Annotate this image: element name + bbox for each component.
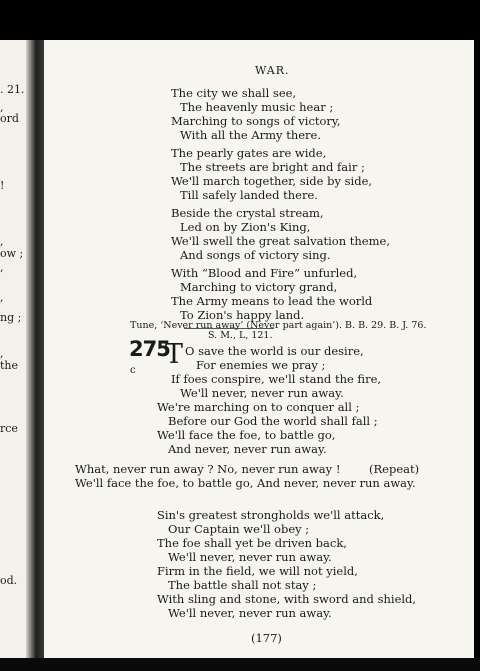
- verse-line: The city we shall see,: [171, 86, 297, 100]
- verse-line: For enemies we pray ;: [196, 358, 326, 372]
- edge-text: . 21.: [0, 83, 25, 96]
- verse-line: We'll never, never run away.: [180, 386, 344, 400]
- edge-text: od.: [0, 574, 18, 587]
- verse-line: Marching to victory grand,: [180, 280, 338, 294]
- edge-text: ,: [0, 261, 4, 274]
- running-header: WAR.: [255, 64, 290, 77]
- edge-text: !: [0, 179, 5, 192]
- verse-line: And never, never run away.: [168, 442, 327, 456]
- verse-line: We're marching on to conquer all ;: [157, 400, 360, 414]
- edge-text: ord: [0, 112, 19, 125]
- verse-line: To Zion's happy land.: [180, 308, 305, 322]
- verse-line: O save the world is our desire,: [185, 344, 364, 358]
- verse-line: With “Blood and Fire” unfurled,: [171, 266, 358, 280]
- chorus-line: What, never run away ? No, never run away !: [75, 462, 341, 476]
- verse-line: The battle shall not stay ;: [168, 578, 317, 592]
- verse-line: With all the Army there.: [180, 128, 321, 142]
- verse-line: The pearly gates are wide,: [171, 146, 327, 160]
- edge-text: ng ;: [0, 311, 22, 324]
- page-number: (177): [251, 631, 282, 645]
- book-gutter: [26, 40, 44, 658]
- previous-page-edge: [0, 40, 26, 658]
- edge-text: ,: [0, 235, 4, 248]
- verse-line: Beside the crystal stream,: [171, 206, 324, 220]
- verse-line: If foes conspire, we'll stand the fire,: [171, 372, 382, 386]
- page-sheet: [44, 40, 474, 658]
- verse-line: Firm in the field, we will not yield,: [157, 564, 358, 578]
- chorus-line: We'll face the foe, to battle go, And never, never run away.: [75, 476, 416, 490]
- verse-line: Sin's greatest strongholds we'll attack,: [157, 508, 385, 522]
- edge-text: ow ;: [0, 247, 24, 260]
- verse-line: We'll face the foe, to battle go,: [157, 428, 336, 442]
- section-letter: c: [130, 365, 136, 376]
- verse-line: The streets are bright and fair ;: [180, 160, 365, 174]
- hymn-number: 275: [129, 337, 170, 361]
- verse-line: Till safely landed there.: [180, 188, 318, 202]
- verse-line: The heavenly music hear ;: [180, 100, 334, 114]
- verse-line: And songs of victory sing.: [180, 248, 331, 262]
- edge-text: the: [0, 359, 19, 372]
- verse-line: We'll march together, side by side,: [171, 174, 373, 188]
- verse-line: The Army means to lead the world: [171, 294, 373, 308]
- verse-line: We'll swell the great salvation theme,: [171, 234, 390, 248]
- edge-text: ,: [0, 291, 4, 304]
- repeat-mark: (Repeat): [369, 462, 420, 476]
- verse-line: We'll never, never run away.: [168, 606, 332, 620]
- verse-line: Led on by Zion's King,: [180, 220, 311, 234]
- verse-line: We'll never, never run away.: [168, 550, 332, 564]
- verse-line: With sling and stone, with sword and shield,: [157, 592, 417, 606]
- verse-line: Before our God the world shall fall ;: [168, 414, 378, 428]
- verse-line: Our Captain we'll obey ;: [168, 522, 310, 536]
- tune-line: Tune, ‘Never run away’ (Never part again’). B. B. 29. B. J. 76.: [130, 320, 427, 331]
- verse-line: Marching to songs of victory,: [171, 114, 341, 128]
- verse-line: The foe shall yet be driven back,: [157, 536, 347, 550]
- scan-border: [0, 658, 480, 671]
- drop-cap: T: [165, 339, 184, 370]
- edge-text: rce: [0, 422, 18, 435]
- meter-line: S. M., L, 121.: [208, 330, 273, 341]
- edge-text: ,: [0, 347, 4, 360]
- edge-text: ,: [0, 101, 4, 114]
